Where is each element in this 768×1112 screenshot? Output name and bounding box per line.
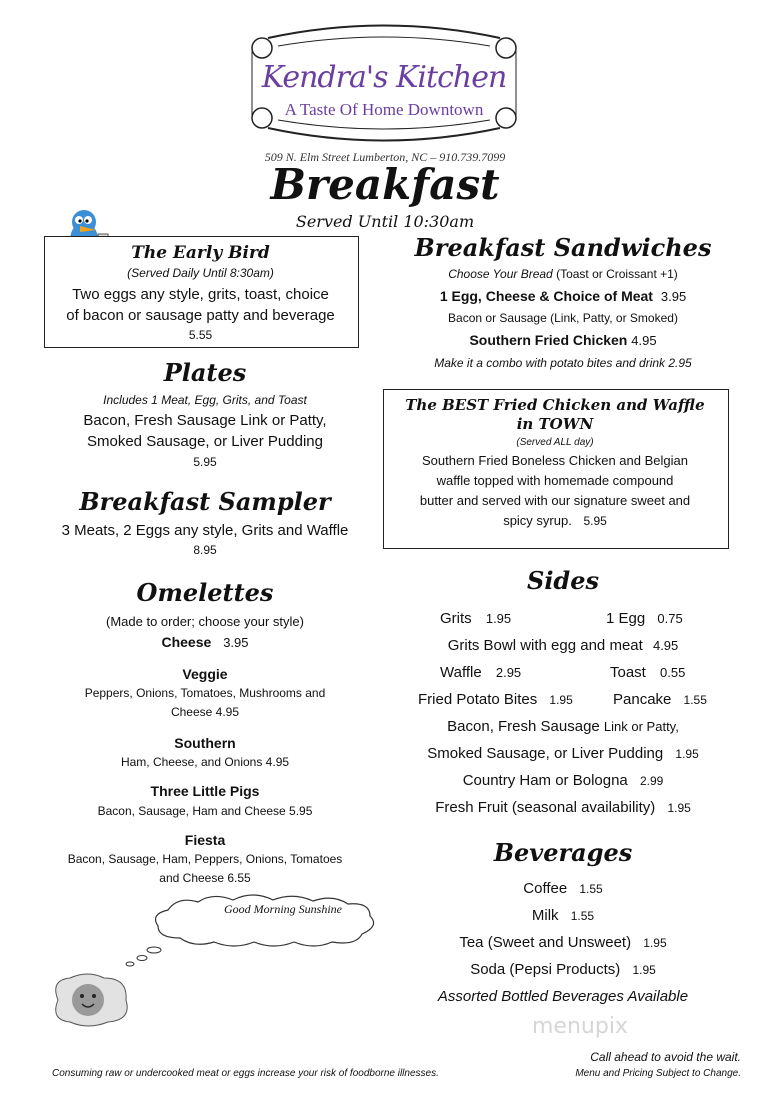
side-fruit-name: Fresh Fruit (seasonal availability) [435,799,656,816]
bev-tea [390,934,736,951]
plates-line-2: Smoked Sausage, or Liver Pudding [87,433,323,450]
bev-bottled: Assorted Bottled Beverages Available [437,988,689,1005]
served-until: Served Until 10:30am [295,212,475,231]
omelettes-note: (Made to order; choose your style) [106,614,304,629]
footer-pricing: Menu and Pricing Subject to Change. [575,1068,741,1079]
plates-price: 5.95 [193,455,217,469]
side-meats-price: 1.95 [675,747,699,761]
early-bird-price: 5.55 [188,328,213,342]
bev-milk-name: Milk [531,907,559,924]
sandwich-item-1-price: 3.95 [660,289,687,304]
side-meats-2-name: Smoked Sausage, or Liver Pudding [427,745,664,762]
bev-coffee-name: Coffee [523,880,568,897]
page-title: Breakfast [270,160,500,209]
restaurant-address: 509 N. Elm Street Lumberton, NC – 910.739.7099 [264,150,506,164]
sandwich-item-2-name: Southern Fried Chicken [469,332,628,348]
plates-note: Includes 1 Meat, Egg, Grits, and Toast [103,393,307,407]
waffle-price: 5.95 [583,514,607,528]
omelette-pigs-desc: Bacon, Sausage, Ham and Cheese 5.95 [97,804,313,818]
side-grits-bowl-price: 4.95 [652,638,679,653]
side-fruit-price: 1.95 [667,801,691,815]
side-meats-1a: Bacon, Fresh Sausage [447,718,600,735]
side-waffle-price: 2.95 [495,665,522,680]
bev-soda-name: Soda (Pepsi Products) [470,961,621,978]
sampler-desc: 3 Meats, 2 Eggs any style, Grits and Waffle [61,522,349,539]
side-potato [418,691,573,708]
side-grits [440,610,511,627]
side-meats-2 [390,745,736,762]
side-pancake-name: Pancake [613,691,672,708]
omelettes-title: Omelettes [136,578,274,607]
omelette-southern-name: Southern [174,735,236,751]
waffle-note: (Served ALL day) [516,437,594,448]
footer-call-ahead: Call ahead to avoid the wait. [590,1050,741,1064]
omelette-fiesta-desc-2: and Cheese 6.55 [159,871,251,885]
side-ham-price: 2.99 [639,774,664,788]
waffle-desc-4: spicy syrup. [503,513,572,528]
watermark: menupix [532,1014,628,1039]
side-pancake [613,691,707,708]
waffle-title-1: The BEST Fried Chicken and Waffle [405,396,705,414]
side-waffle [440,664,521,681]
logo-subtitle: A Taste Of Home Downtown [284,100,484,119]
bev-tea-price: 1.95 [643,936,667,950]
omelette-cheese-price: 3.95 [223,635,249,650]
sandwich-combo: Make it a combo with potato bites and drink 2.95 [434,356,692,370]
sandwich-item-1-note: Bacon or Sausage (Link, Patty, or Smoked) [448,311,678,325]
waffle-desc-4-row [383,513,727,528]
sandwich-item-1 [390,288,736,304]
plates-line-1: Bacon, Fresh Sausage Link or Patty, [83,412,327,429]
omelette-cheese-name: Cheese [161,634,212,650]
sampler-title: Breakfast Sampler [79,487,331,516]
side-potato-price: 1.95 [549,693,573,707]
omelette-veggie-desc-2: Cheese 4.95 [170,705,240,719]
side-ham [390,772,736,789]
bev-soda [390,961,736,978]
sandwiches-title: Breakfast Sandwiches [414,233,712,262]
omelette-veggie-name: Veggie [182,666,228,682]
side-egg-price: 0.75 [657,611,683,626]
bev-tea-name: Tea (Sweet and Unsweet) [459,934,632,951]
sides-title: Sides [526,566,599,595]
early-bird-desc-2: of bacon or sausage patty and beverage [66,307,335,324]
sampler-price: 8.95 [193,543,217,557]
sandwiches-bread-options: (Toast or Croissant +1) [556,267,678,281]
side-meats-1b: Link or Patty, [603,719,679,734]
side-toast-name: Toast [610,664,646,681]
early-bird-title: The Early Bird [131,243,270,263]
waffle-desc-2: waffle topped with homemade compound [436,473,674,488]
sandwiches-bread-note: Choose Your Bread [448,267,553,281]
omelette-fiesta-desc-1: Bacon, Sausage, Ham, Peppers, Onions, Tomatoes [67,852,343,866]
logo-title: Kendra's Kitchen [261,60,507,95]
omelette-veggie-desc-1: Peppers, Onions, Tomatoes, Mushrooms and [84,686,326,700]
side-grits-bowl [390,637,736,654]
side-egg-name: 1 Egg [606,610,646,627]
side-grits-price: 1.95 [485,611,512,626]
side-egg [606,610,683,627]
side-grits-name: Grits [440,610,472,627]
sandwich-item-1-name: 1 Egg, Cheese & Choice of Meat [439,288,653,304]
side-pancake-price: 1.55 [683,693,707,707]
side-meats-1 [390,718,736,735]
side-potato-name: Fried Potato Bites [418,691,538,708]
omelette-southern-desc: Ham, Cheese, and Onions 4.95 [120,755,290,769]
omelette-fiesta-name: Fiesta [184,832,226,848]
egg-face-icon [48,970,132,1030]
plates-title: Plates [163,358,247,387]
bev-milk [390,907,736,924]
sandwich-item-2 [390,332,736,348]
omelette-cheese [20,634,390,650]
side-toast [610,664,685,681]
side-waffle-name: Waffle [440,664,482,681]
waffle-desc-1: Southern Fried Boneless Chicken and Belgian [422,453,688,468]
bev-milk-price: 1.55 [570,909,595,923]
footer-warning: Consuming raw or undercooked meat or eggs increase your risk of foodborne illnesses. [52,1068,439,1079]
bev-coffee-price: 1.55 [579,882,603,896]
bev-soda-price: 1.95 [632,963,656,977]
cloud-text: Good Morning Sunshine [224,902,342,916]
omelette-pigs-name: Three Little Pigs [150,783,260,799]
early-bird-note: (Served Daily Until 8:30am) [127,266,274,280]
sandwich-item-2-price: 4.95 [631,333,657,348]
side-fruit [390,799,736,816]
side-toast-price: 0.55 [660,665,686,680]
bev-coffee [390,880,736,897]
sandwiches-bread [390,267,736,281]
beverages-title: Beverages [493,838,633,867]
early-bird-desc-1: Two eggs any style, grits, toast, choice [72,286,329,303]
waffle-title-2: in TOWN [516,415,594,433]
side-ham-name: Country Ham or Bologna [462,772,628,789]
waffle-desc-3: butter and served with our signature sweet and [419,493,691,508]
side-grits-bowl-name: Grits Bowl with egg and meat [447,637,643,654]
